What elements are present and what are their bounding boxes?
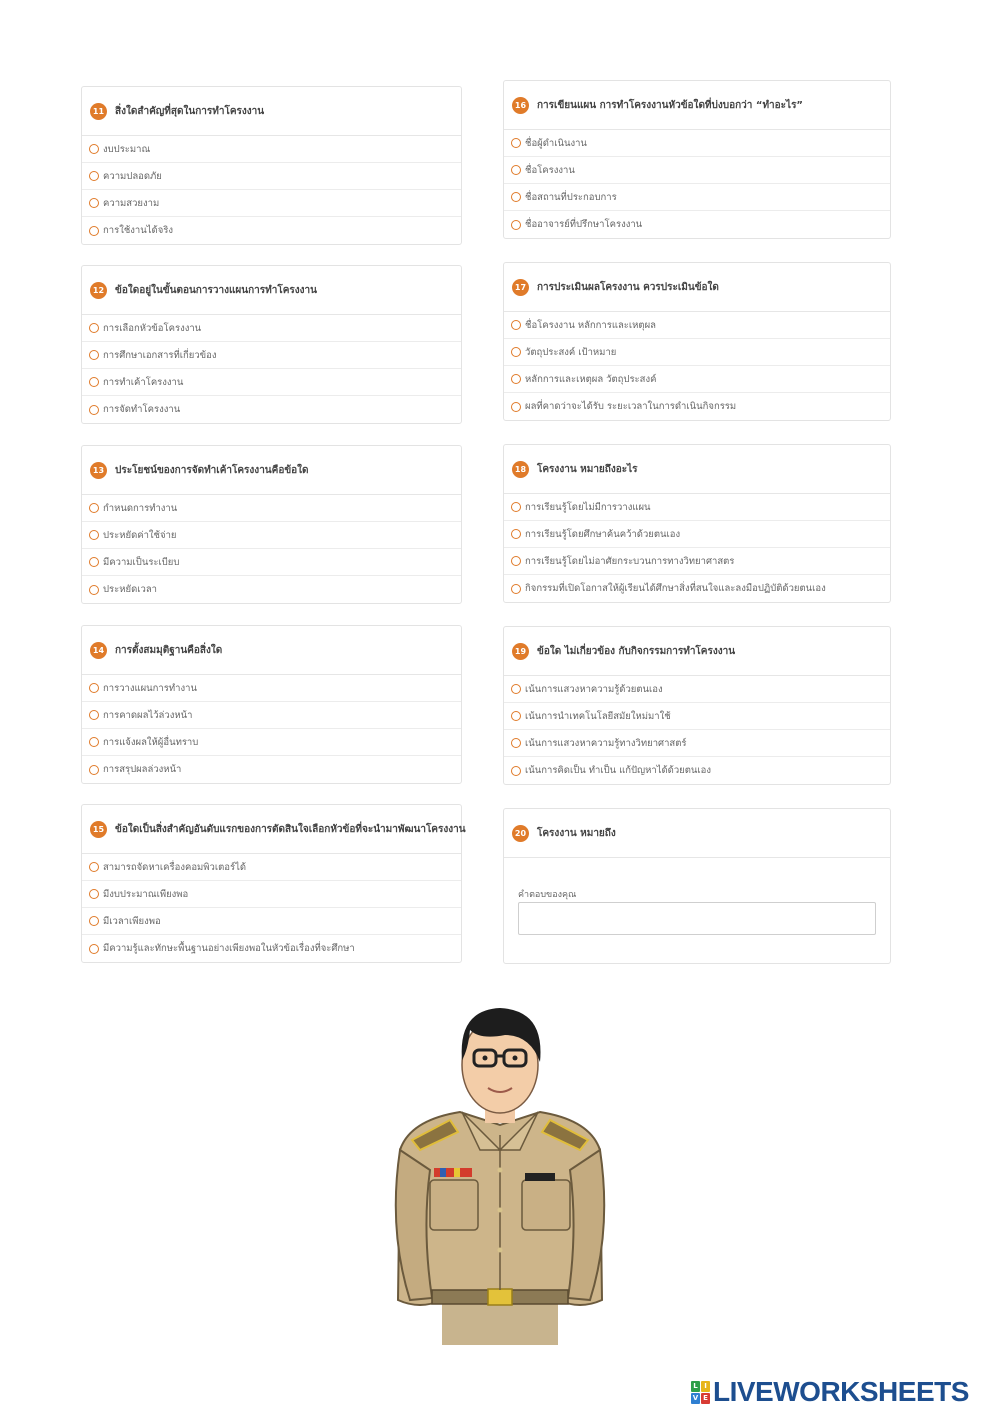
answer-option[interactable] — [504, 393, 890, 420]
answer-option[interactable] — [504, 157, 890, 184]
answer-option[interactable] — [82, 369, 461, 396]
option-label: การคาดผลไว้ล่วงหน้า — [103, 709, 193, 721]
option-label: มีงบประมาณเพียงพอ — [103, 888, 189, 900]
answer-option[interactable] — [504, 521, 890, 548]
answer-option[interactable] — [504, 575, 890, 602]
radio-button[interactable] — [511, 138, 521, 148]
question-text: ข้อใดเป็นสิ่งสำคัญอันดับแรกของการตัดสินใจเลือกหัวข้อที่จะนำมาพัฒนาโครงงาน — [115, 823, 466, 835]
answer-input[interactable] — [518, 902, 876, 935]
option-label: การจัดทำโครงงาน — [103, 404, 181, 415]
option-label: ประหยัดค่าใช้จ่าย — [103, 529, 177, 541]
option-label: เน้นการคิดเป็น ทำเป็น แก้ปัญหาได้ด้วยตนเอง — [525, 765, 711, 776]
radio-button[interactable] — [89, 683, 99, 693]
question-text: การเขียนแผน การทำโครงงานหัวข้อใดที่บ่งบอกว่า “ทำอะไร” — [537, 99, 804, 111]
answer-option[interactable] — [82, 549, 461, 576]
radio-button[interactable] — [511, 738, 521, 748]
question-header — [504, 809, 890, 858]
radio-button[interactable] — [89, 530, 99, 540]
answer-option[interactable] — [82, 190, 461, 217]
radio-button[interactable] — [89, 710, 99, 720]
logo-tile: I — [701, 1381, 710, 1392]
radio-button[interactable] — [511, 374, 521, 384]
option-label: ชื่อโครงงาน หลักการและเหตุผล — [525, 319, 656, 331]
question-text: โครงงาน หมายถึงอะไร — [537, 463, 638, 475]
answer-option[interactable] — [82, 495, 461, 522]
question-card-17 — [503, 262, 891, 421]
question-header — [82, 87, 461, 136]
question-text: โครงงาน หมายถึง — [537, 827, 616, 839]
question-text: สิ่งใดสำคัญที่สุดในการทำโครงงาน — [115, 105, 265, 117]
logo-text: LIVEWORKSHEETS — [713, 1376, 969, 1407]
radio-button[interactable] — [89, 737, 99, 747]
answer-option[interactable] — [82, 729, 461, 756]
answer-option[interactable] — [504, 730, 890, 757]
radio-button[interactable] — [89, 144, 99, 154]
radio-button[interactable] — [511, 320, 521, 330]
radio-button[interactable] — [89, 916, 99, 926]
option-label: ความสวยงาม — [103, 197, 160, 209]
option-label: การใช้งานได้จริง — [103, 225, 173, 236]
answer-label: คำตอบของคุณ — [518, 890, 577, 900]
option-label: การเรียนรู้โดยไม่อาศัยกระบวนการทางวิทยาศาสตร — [525, 555, 735, 567]
question-number: 18 — [512, 461, 529, 478]
option-label: ชื่ออาจารย์ที่ปรึกษาโครงงาน — [525, 219, 643, 230]
option-label: กำหนดการทำงาน — [103, 502, 178, 514]
answer-option[interactable] — [82, 576, 461, 603]
option-label: มีเวลาเพียงพอ — [103, 915, 161, 927]
question-card-18 — [503, 444, 891, 603]
option-label: การเลือกหัวข้อโครงงาน — [103, 322, 202, 334]
teacher-illustration — [380, 1000, 620, 1345]
question-number: 11 — [90, 103, 107, 120]
answer-option[interactable] — [504, 494, 890, 521]
question-number: 14 — [90, 642, 107, 659]
answer-option[interactable] — [82, 342, 461, 369]
radio-button[interactable] — [89, 944, 99, 954]
option-label: ชื่อสถานที่ประกอบการ — [525, 191, 617, 203]
question-text: การประเมินผลโครงงาน ควรประเมินข้อใด — [537, 281, 719, 293]
answer-option[interactable] — [504, 211, 890, 238]
radio-button[interactable] — [511, 529, 521, 539]
radio-button[interactable] — [89, 585, 99, 595]
option-label: หลักการและเหตุผล วัตถุประสงค์ — [525, 373, 657, 385]
radio-button[interactable] — [511, 556, 521, 566]
question-number: 12 — [90, 282, 107, 299]
option-label: มีความรู้และทักษะพื้นฐานอย่างเพียงพอในหัวข้อเรื่องที่จะศึกษา — [103, 943, 355, 954]
logo-icon — [691, 1381, 710, 1404]
question-number: 17 — [512, 279, 529, 296]
option-label: เน้นการแสวงหาความรู้ด้วยตนเอง — [525, 683, 663, 695]
logo-tile: V — [692, 1393, 699, 1402]
question-card-14 — [81, 625, 462, 784]
radio-button[interactable] — [89, 862, 99, 872]
option-label: การสรุปผลล่วงหน้า — [103, 764, 182, 775]
answer-option[interactable] — [504, 548, 890, 575]
radio-button[interactable] — [89, 171, 99, 181]
answer-option[interactable] — [504, 366, 890, 393]
answer-option[interactable] — [504, 339, 890, 366]
radio-button[interactable] — [511, 220, 521, 230]
radio-button[interactable] — [89, 557, 99, 567]
answer-option[interactable] — [504, 312, 890, 339]
answer-option[interactable] — [504, 676, 890, 703]
option-label: วัตถุประสงค์ เป้าหมาย — [525, 346, 617, 358]
radio-button[interactable] — [511, 347, 521, 357]
radio-button[interactable] — [89, 889, 99, 899]
option-label: กิจกรรมที่เปิดโอกาสให้ผู้เรียนได้ศึกษาสิ่งที่สนใจและลงมือปฏิบัติด้วยตนเอง — [525, 583, 826, 594]
option-label: สามารถจัดหาเครื่องคอมพิวเตอร์ได้ — [103, 861, 247, 873]
question-header — [82, 805, 466, 854]
radio-button[interactable] — [511, 711, 521, 721]
option-label: ประหยัดเวลา — [103, 584, 157, 595]
question-card-11 — [81, 86, 462, 245]
answer-option[interactable] — [82, 136, 461, 163]
answer-option[interactable] — [82, 217, 461, 244]
answer-option[interactable] — [82, 702, 461, 729]
radio-button[interactable] — [511, 192, 521, 202]
answer-option[interactable] — [504, 130, 890, 157]
question-number: 15 — [90, 821, 107, 838]
question-text: ประโยชน์ของการจัดทำเค้าโครงงานคือข้อใด — [115, 464, 309, 476]
question-header — [82, 446, 461, 495]
question-header — [504, 81, 890, 130]
option-label: เน้นการนำเทคโนโลยีสมัยใหม่มาใช้ — [525, 710, 671, 722]
question-card-16 — [503, 80, 891, 239]
option-label: มีความเป็นระเบียบ — [103, 556, 180, 568]
question-header — [504, 263, 890, 312]
radio-button[interactable] — [511, 766, 521, 776]
option-label: ผลที่คาดว่าจะได้รับ ระยะเวลาในการดำเนินกิจกรรม — [525, 401, 737, 412]
question-text: ข้อใดอยู่ในขั้นตอนการวางแผนการทำโครงงาน — [115, 284, 318, 296]
answer-option[interactable] — [504, 184, 890, 211]
question-text: การตั้งสมมุติฐานคือสิ่งใด — [115, 644, 223, 656]
option-label: การศึกษาเอกสารที่เกี่ยวข้อง — [103, 349, 217, 361]
liveworksheets-logo — [691, 1376, 969, 1408]
radio-button[interactable] — [89, 377, 99, 387]
answer-option[interactable] — [82, 315, 461, 342]
radio-button[interactable] — [511, 402, 521, 412]
question-header — [82, 626, 461, 675]
question-header — [504, 627, 890, 676]
question-card-20 — [503, 808, 891, 964]
option-label: งบประมาณ — [103, 143, 151, 155]
answer-option[interactable] — [82, 908, 461, 935]
question-header — [504, 445, 890, 494]
answer-option[interactable] — [504, 703, 890, 730]
answer-option[interactable] — [82, 854, 461, 881]
answer-option[interactable] — [82, 881, 461, 908]
radio-button[interactable] — [89, 503, 99, 513]
option-label: การเรียนรู้โดยไม่มีการวางแผน — [525, 501, 651, 513]
option-label: การทำเค้าโครงงาน — [103, 376, 184, 388]
radio-button[interactable] — [511, 502, 521, 512]
option-label: การแจ้งผลให้ผู้อื่นทราบ — [103, 736, 199, 748]
question-header — [82, 266, 461, 315]
radio-button[interactable] — [89, 198, 99, 208]
option-label: ชื่อผู้ดำเนินงาน — [525, 137, 587, 149]
option-label: ชื่อโครงงาน — [525, 164, 575, 176]
radio-button[interactable] — [511, 165, 521, 175]
question-number: 13 — [90, 462, 107, 479]
logo-tile: L — [691, 1381, 700, 1392]
logo-tile: E — [701, 1393, 710, 1404]
answer-option[interactable] — [82, 522, 461, 549]
question-number: 20 — [512, 825, 529, 842]
answer-option[interactable] — [82, 935, 461, 962]
question-card-15 — [81, 804, 466, 963]
answer-option[interactable] — [82, 675, 461, 702]
radio-button[interactable] — [89, 405, 99, 415]
question-number: 19 — [512, 643, 529, 660]
option-label: ความปลอดภัย — [103, 170, 162, 182]
radio-button[interactable] — [89, 765, 99, 775]
radio-button[interactable] — [89, 226, 99, 236]
question-card-13 — [81, 445, 462, 604]
radio-button[interactable] — [511, 684, 521, 694]
question-text: ข้อใด ไม่เกี่ยวข้อง กับกิจกรรมการทำโครงงาน — [537, 645, 736, 657]
option-label: การเรียนรู้โดยศึกษาค้นคว้าด้วยตนเอง — [525, 528, 681, 540]
radio-button[interactable] — [511, 584, 521, 594]
answer-option[interactable] — [504, 757, 890, 784]
question-number: 16 — [512, 97, 529, 114]
option-label: เน้นการแสวงหาความรู้ทางวิทยาศาสตร์ — [525, 737, 687, 749]
question-card-19 — [503, 626, 891, 785]
answer-option[interactable] — [82, 756, 461, 783]
option-label: การวางแผนการทำงาน — [103, 682, 197, 694]
question-card-12 — [81, 265, 462, 424]
answer-option[interactable] — [82, 163, 461, 190]
answer-option[interactable] — [82, 396, 461, 423]
radio-button[interactable] — [89, 323, 99, 333]
radio-button[interactable] — [89, 350, 99, 360]
